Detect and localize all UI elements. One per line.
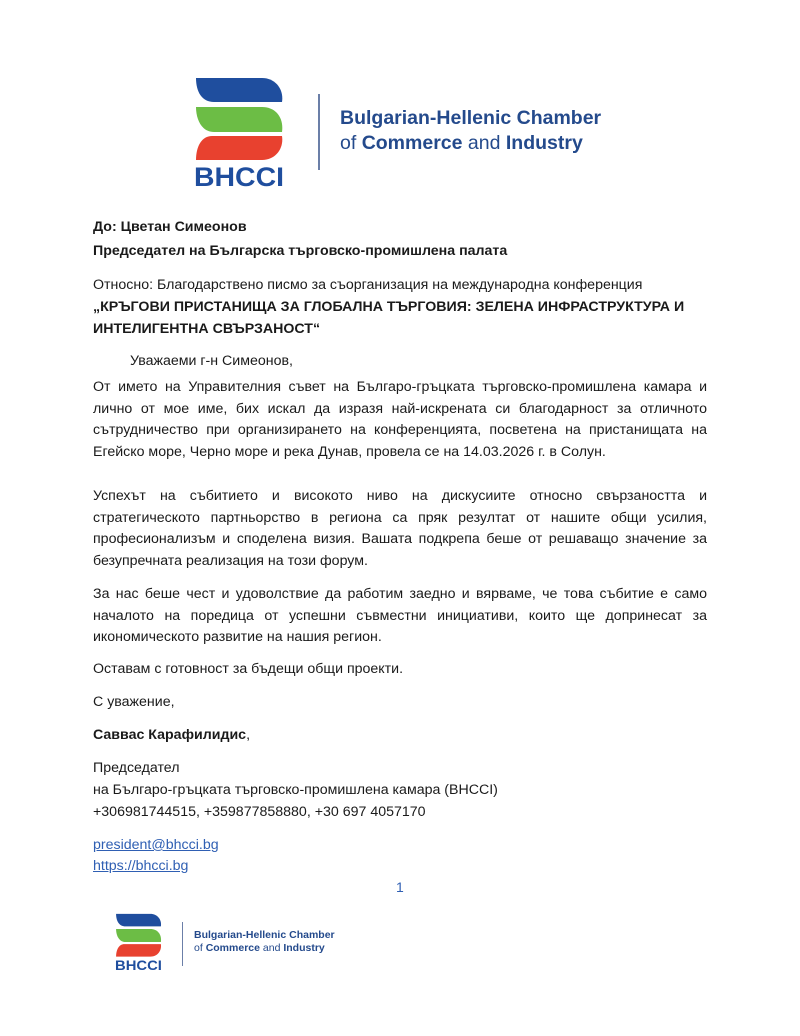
footer-chamber-name-line2: of Commerce and Industry [194,942,325,954]
signer-name-comma: , [246,727,251,743]
footer-logo-green-stripe [116,929,161,942]
chamber-name [340,106,601,156]
signature-name [93,727,250,743]
salutation: Уважаеми г-н Симеонов, [130,353,293,369]
footer-chamber-name-line1: Bulgarian-Hellenic Chamber [194,929,335,941]
signature-organization: на Българо-гръцката търговско-промишлена камара (BHCCI) [93,782,498,798]
footer-chamber-name [194,929,335,955]
closing: С уважение, [93,694,175,710]
recipient-title: Председател на Българска търговско-промишлена палата [93,243,508,259]
signature-phones: +306981744515, +359877858880, +30 697 4057170 [93,804,426,820]
footer-logo [114,912,344,974]
letterhead-logo [192,76,612,188]
subject-label: Относно: Благодарствено писмо за съорганизация на международна конференция [93,277,643,293]
logo-divider [318,94,320,170]
paragraph-1: От името на Управителния съвет на Българо-гръцката търговско-промишлена камара и лично от мое име, бих искал да изразя най-искрената си благодарност за отличното сътрудничество при организирането на конференцията, посветена на пристанищата на Егейско море, Черно море и река Дунав, провела се на 14.03.2026 г. в Солун. [93,379,707,460]
logo-acronym: BHCCI [194,162,284,188]
paragraph-2: Успехът на събитието и високото ниво на дискусиите относно свързаността и стратегическото партньорство в региона са пряк резултат от нашите общи усилия, професионализъм и споделена визия. Вашата подкрепа беше от решаващо значение за безупречната реализация на този форум. [93,488,707,569]
chamber-name-line2: of Commerce and Industry [340,132,583,154]
footer-logo-blue-stripe [116,914,161,927]
page-number: 1 [396,879,404,895]
footer-logo-red-stripe [116,944,161,957]
footer-logo-divider [182,922,183,966]
signature-position: Председател [93,760,180,776]
recipient-to: До: Цветан Симеонов [93,219,247,235]
paragraph-4: Оставам с готовност за бъдещи общи проекти. [93,661,404,677]
chamber-name-line1: Bulgarian-Hellenic Chamber [340,107,602,129]
email-link[interactable]: president@bhcci.bg [93,837,219,853]
bhcci-footer-logo-mark [114,912,164,972]
footer-logo-acronym: BHCCI [115,957,162,972]
bhcci-logo-mark [192,76,288,188]
signer-name: Саввас Карафилидис [93,727,247,743]
website-link[interactable]: https://bhcci.bg [93,858,189,874]
paragraph-3: За нас беше чест и удоволствие да работим заедно и вярваме, че това събитие е само началото на поредица от успешни съвместни инициативи, които ще допринесат за икономическото развитие на нашия регион. [93,586,707,646]
logo-blue-stripe [196,78,282,102]
logo-red-stripe [196,136,282,160]
subject-title-line1: „КРЪГОВИ ПРИСТАНИЩА ЗА ГЛОБАЛНА ТЪРГОВИЯ: ЗЕЛЕНА ИНФРАСТРУКТУРА И [93,299,685,315]
logo-green-stripe [196,107,282,132]
subject-title-line2: ИНТЕЛИГЕНТНА СВЪРЗАНОСТ“ [93,321,321,337]
